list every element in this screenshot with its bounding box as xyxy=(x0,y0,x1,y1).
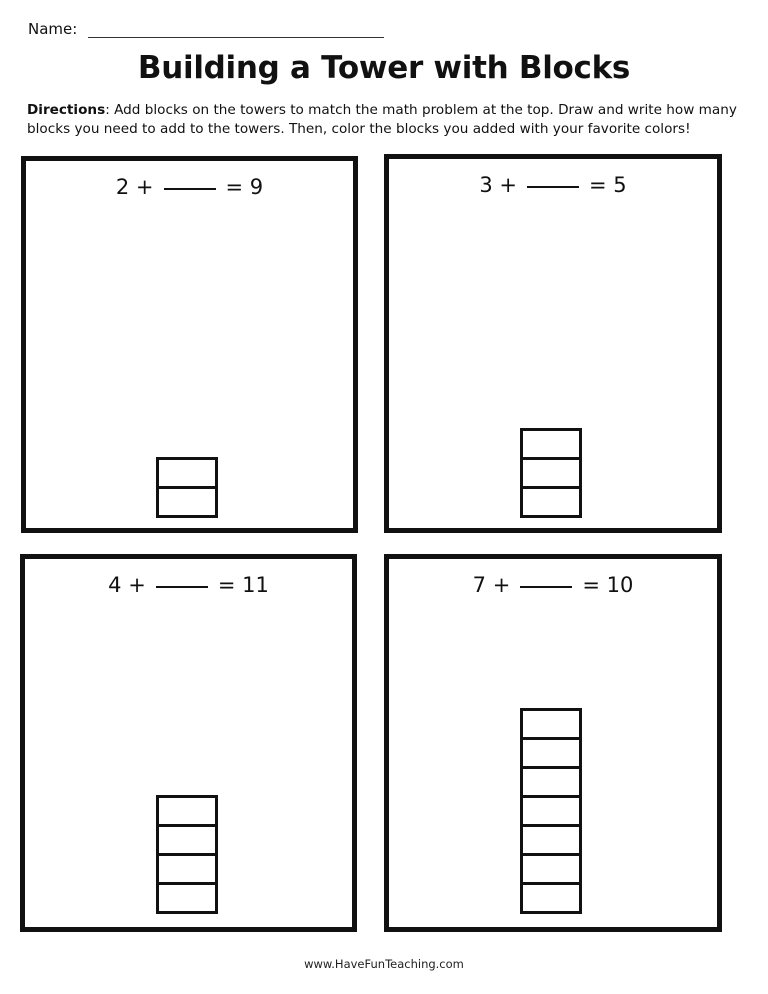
tower-block xyxy=(523,827,579,856)
answer-blank[interactable] xyxy=(164,188,216,190)
tower-block xyxy=(159,856,215,885)
equation-addend: 3 + xyxy=(479,173,517,197)
equation-addend: 2 + xyxy=(115,175,154,199)
worksheet-title: Building a Tower with Blocks xyxy=(137,50,631,86)
block-tower xyxy=(156,795,218,914)
tower-block xyxy=(523,769,579,798)
equation-1 xyxy=(26,175,353,199)
footer-website: www.HaveFunTeaching.com xyxy=(304,957,464,971)
tower-block xyxy=(159,885,215,914)
block-tower xyxy=(520,428,582,518)
tower-block xyxy=(523,856,579,885)
problem-panel-4 xyxy=(384,554,722,932)
tower-block xyxy=(523,489,579,518)
name-field[interactable] xyxy=(88,37,384,38)
tower-block xyxy=(159,798,215,827)
tower-block xyxy=(159,460,215,489)
equation-2 xyxy=(389,173,717,197)
tower-block xyxy=(523,460,579,489)
block-tower xyxy=(156,457,218,518)
tower-block xyxy=(159,489,215,518)
answer-blank[interactable] xyxy=(156,586,208,588)
equation-result: = 11 xyxy=(217,573,269,597)
tower-block xyxy=(159,827,215,856)
equation-result: = 5 xyxy=(589,173,627,197)
directions-text: : Add blocks on the towers to match the math problem at the top. Draw and write how many blocks you need to add to the towers. Then, color the blocks you added with your favorite colors! xyxy=(27,102,737,137)
equation-result: = 9 xyxy=(225,175,264,199)
equation-addend: 4 + xyxy=(108,573,146,597)
tower-block xyxy=(523,798,579,827)
name-label: Name: xyxy=(28,20,78,38)
tower-block xyxy=(523,885,579,914)
equation-addend: 7 + xyxy=(472,573,511,597)
equation-4 xyxy=(389,573,717,597)
answer-blank[interactable] xyxy=(520,586,572,588)
answer-blank[interactable] xyxy=(527,186,579,188)
tower-block xyxy=(523,711,579,740)
directions xyxy=(27,101,747,139)
equation-3 xyxy=(25,573,352,597)
directions-label: Directions xyxy=(27,102,106,118)
equation-result: = 10 xyxy=(582,573,634,597)
block-tower xyxy=(520,708,582,914)
problem-panel-2 xyxy=(384,154,722,533)
tower-block xyxy=(523,740,579,769)
problem-panel-1 xyxy=(21,156,358,533)
problem-panel-3 xyxy=(20,554,357,932)
tower-block xyxy=(523,431,579,460)
